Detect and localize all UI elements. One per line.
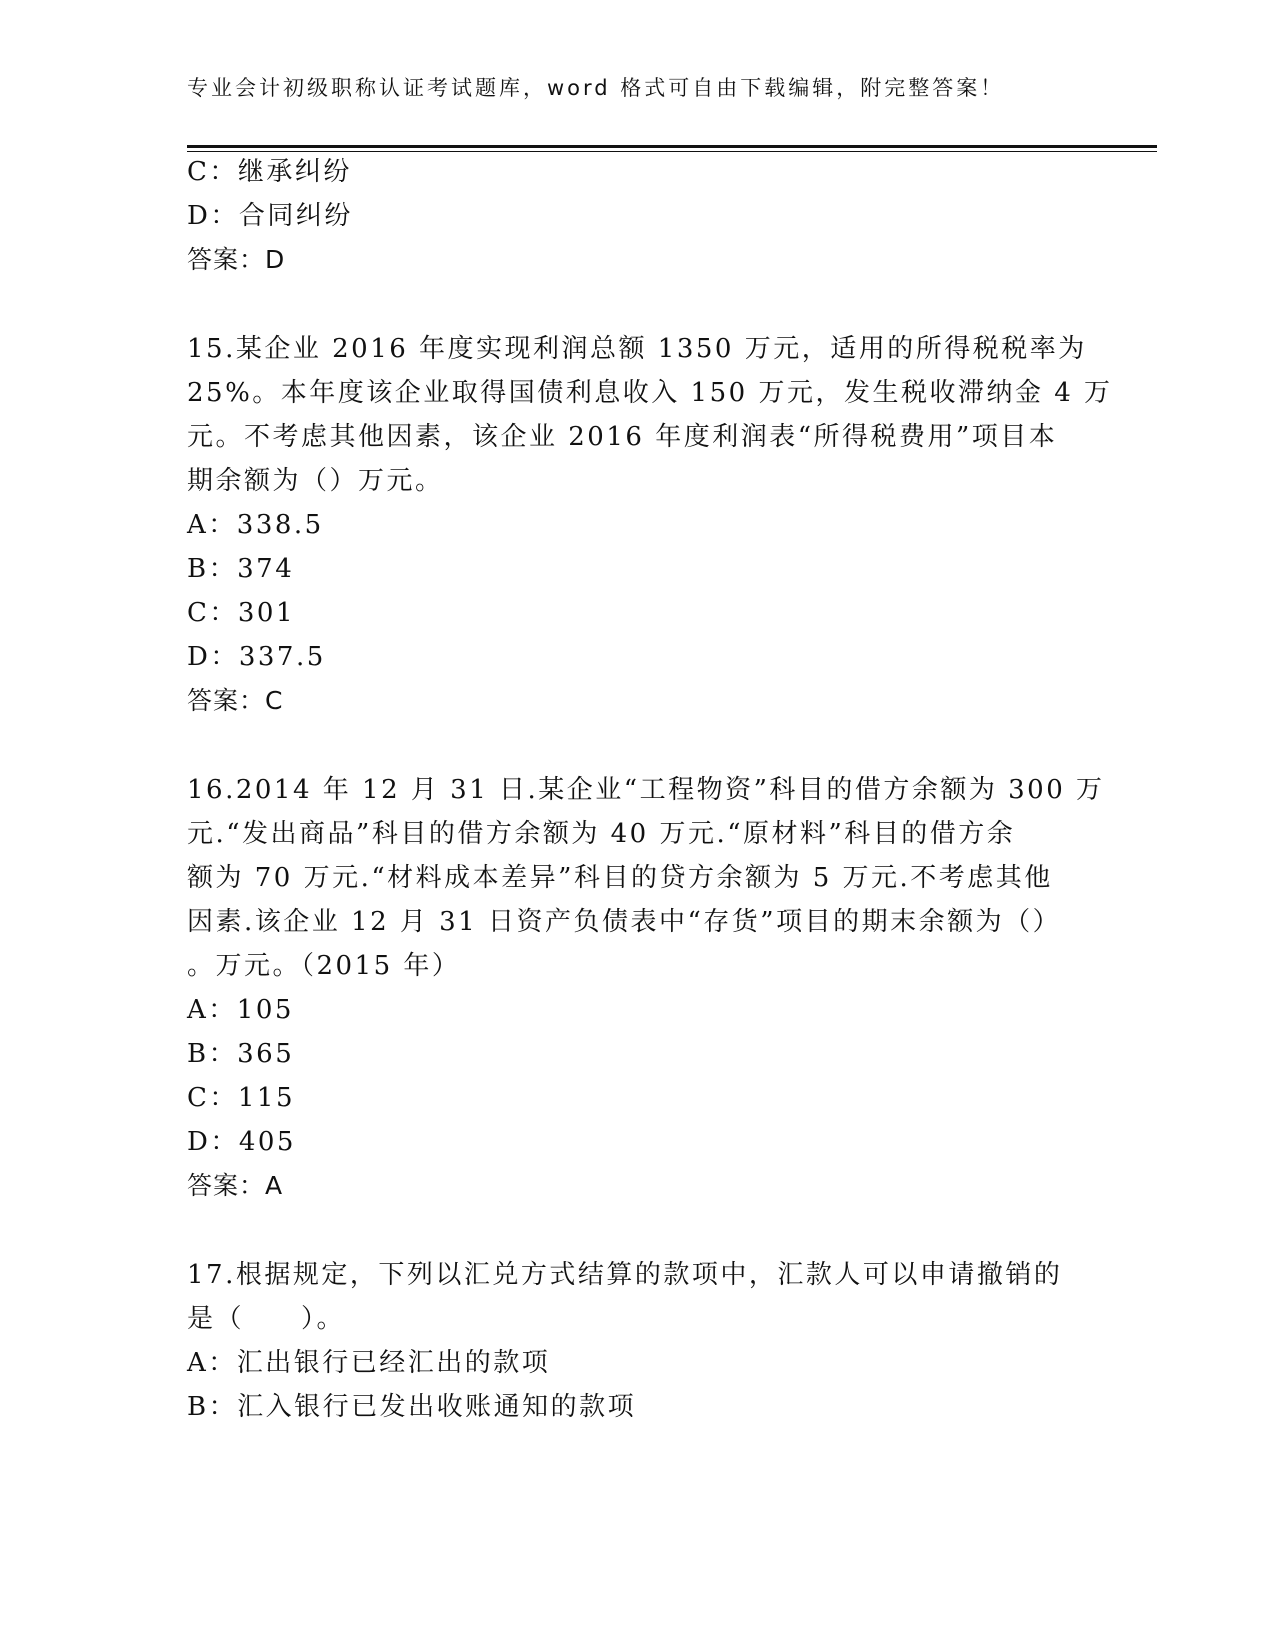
q14-answer: 答案：D <box>187 245 286 274</box>
q15-option-c: C：301 <box>187 598 296 628</box>
q16-option-a: A：105 <box>187 995 294 1025</box>
q16-stem-line: 。万元。（2015 年） <box>187 951 461 981</box>
q15-stem-line: 元。不考虑其他因素，该企业 2016 年度利润表“所得税费用”项目本 <box>187 422 1058 452</box>
q14-option-d: D：合同纠纷 <box>187 201 353 231</box>
q16-answer: 答案：A <box>187 1171 284 1200</box>
q15-option-b: B：374 <box>187 554 295 584</box>
q14-option-c: C：继承纠纷 <box>187 157 352 187</box>
q15-option-a: A：338.5 <box>187 510 324 540</box>
q16-stem-line: 因素.该企业 12 月 31 日资产负债表中“存货”项目的期末余额为（） <box>187 907 1062 937</box>
q15-stem-line: 25%。本年度该企业取得国债利息收入 150 万元，发生税收滞纳金 4 万 <box>187 378 1113 408</box>
q17-stem-line: 17.根据规定，下列以汇兑方式结算的款项中，汇款人可以申请撤销的 <box>187 1260 1063 1290</box>
q17-option-b: B：汇入银行已发出收账通知的款项 <box>187 1392 637 1422</box>
header-rule-thin <box>187 151 1157 152</box>
q15-option-d: D：337.5 <box>187 642 326 672</box>
header-rule-thick <box>187 145 1157 148</box>
q16-stem-line: 16.2014 年 12 月 31 日.某企业“工程物资”科目的借方余额为 300 万 <box>187 775 1105 805</box>
q15-stem-line: 15.某企业 2016 年度实现利润总额 1350 万元，适用的所得税税率为 <box>187 334 1087 364</box>
q15-answer: 答案：C <box>187 686 284 715</box>
q16-option-b: B：365 <box>187 1039 295 1069</box>
q17-stem-line: 是（ ）。 <box>187 1304 346 1334</box>
q15-stem-line: 期余额为（）万元。 <box>187 466 444 496</box>
q17-option-a: A：汇出银行已经汇出的款项 <box>187 1348 551 1378</box>
q16-option-c: C：115 <box>187 1083 296 1113</box>
q16-option-d: D：405 <box>187 1127 296 1157</box>
q16-stem-line: 元.“发出商品”科目的借方余额为 40 万元.“原材料”科目的借方余 <box>187 819 1016 849</box>
header-text: 专业会计初级职称认证考试题库，word 格式可自由下载编辑，附完整答案！ <box>187 76 1005 100</box>
q16-stem-line: 额为 70 万元.“材料成本差异”科目的贷方余额为 5 万元.不考虑其他 <box>187 863 1053 893</box>
